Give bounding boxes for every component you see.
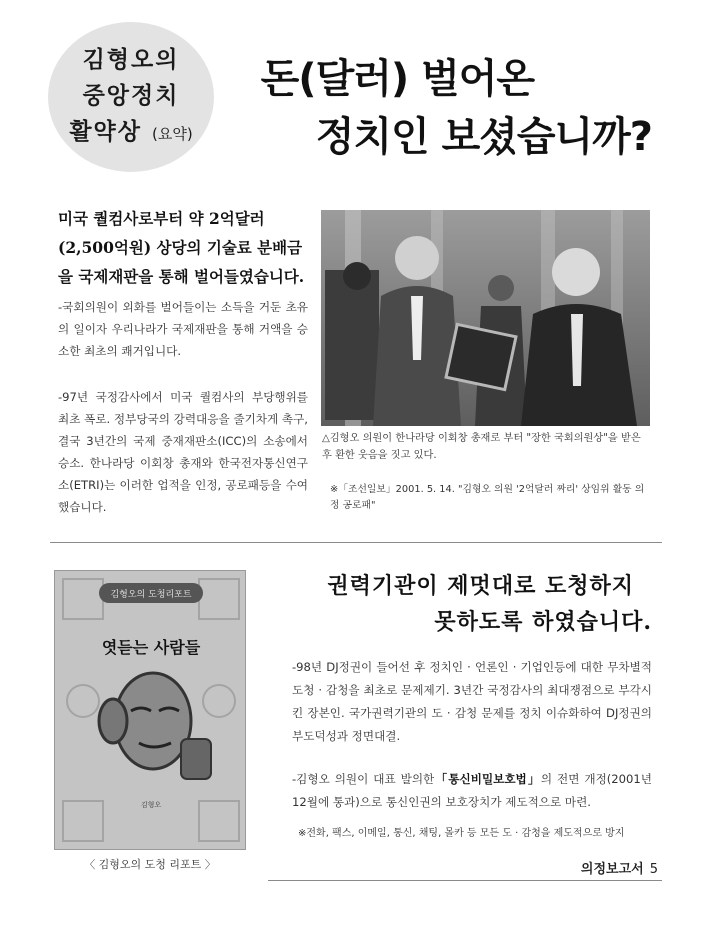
- footer-rule: [268, 880, 662, 881]
- secondary-headline: [327, 568, 652, 640]
- wiretap-note: ※전화, 팩스, 이메일, 통신, 채팅, 몰카 등 모든 도 · 감청을 제도적으로 방지: [298, 828, 625, 839]
- law-name: 「통신비밀보호법」: [434, 772, 541, 786]
- footer-label: 의정보고서: [580, 862, 644, 877]
- badge-line-2: 중앙정치: [82, 83, 180, 109]
- badge-line-3-small: (요약): [151, 125, 193, 143]
- page-footer: [581, 858, 658, 877]
- book-title: 엿듣는 사람들: [101, 638, 201, 657]
- book-author: 김형오: [140, 801, 162, 809]
- lead-paragraph: 미국 퀄컴사로부터 약 2억달러(2,500억원) 상당의 기술료 분배금을 국제재판을 통해 벌어들였습니다.: [58, 209, 305, 286]
- secondary-headline-line-2: 못하도록 하였습니다.: [434, 609, 652, 635]
- book-cover-image: [55, 571, 246, 850]
- body-paragraph-3: -98년 DJ정권이 들어선 후 정치인 · 언론인 · 기업인등에 대한 무차별적 도청 · 감청을 최초로 문제제기. 3년간 국정감사의 최대쟁점으로 부각시킨 장본인. 국가권력기관의 도 · 감청 문제를 정치 이슈화하여 DJ정권의 부도덕성과 정면대결.: [292, 660, 652, 743]
- badge-line-1: 김형오의: [82, 47, 180, 73]
- section-divider: [50, 542, 662, 543]
- award-photo: [321, 210, 650, 426]
- badge-line-3-main: 활약상: [69, 119, 142, 145]
- body-paragraph-2: -97년 국정감사에서 미국 퀄컴사의 부당행위를 최초 폭로. 정부당국의 강력대응을 줄기차게 촉구, 결국 3년간의 국제 중재재판소(ICC)의 소송에서 승소. 한나라당 이회창 총재와 한국전자통신연구소(ETRI)는 이러한 업적을 인정, 공로패등을 수여 했습니다.: [58, 390, 308, 514]
- main-headline: [261, 50, 652, 166]
- body-paragraph-4-pre: -김형오 의원이 대표 발의한: [292, 772, 435, 786]
- main-headline-line-1: 돈(달러) 벌어온: [260, 56, 534, 102]
- award-photo-image: [321, 210, 650, 426]
- secondary-headline-line-1: 권력기관이 제멋대로 도청하지: [327, 573, 634, 599]
- body-paragraph-1: -국회의원이 외화를 벌어들이는 소득을 거둔 초유의 일이자 우리나라가 국제재판을 통해 거액을 승소한 최초의 쾌거입니다.: [58, 300, 308, 358]
- section-badge: [48, 22, 214, 172]
- book-cover: [54, 570, 246, 850]
- body-paragraph-4: [292, 768, 652, 814]
- main-headline-line-2: 정치인 보셨습니까?: [315, 114, 652, 160]
- badge-line-3: [69, 114, 192, 152]
- body-paragraph-4-post: 의 전면 개정(2001년 12월에 통과)으로 통신인권의 보호장치가 제도적으로 마련.: [292, 772, 652, 809]
- book-series-label: 김형오의 도청리포트: [110, 590, 192, 600]
- photo-caption: △김형오 의원이 한나라당 이회창 총재로 부터 "장한 국회의원상"을 받은 후 환한 웃음을 짓고 있다.: [322, 433, 641, 461]
- source-note: ※「조선일보」2001. 5. 14. "김형오 의원 '2억달러 짜리' 상임위 활동 의정 공로패": [330, 484, 645, 511]
- page-number: 5: [649, 862, 658, 877]
- book-caption: 〈 김형오의 도청 리포트 〉: [84, 858, 216, 871]
